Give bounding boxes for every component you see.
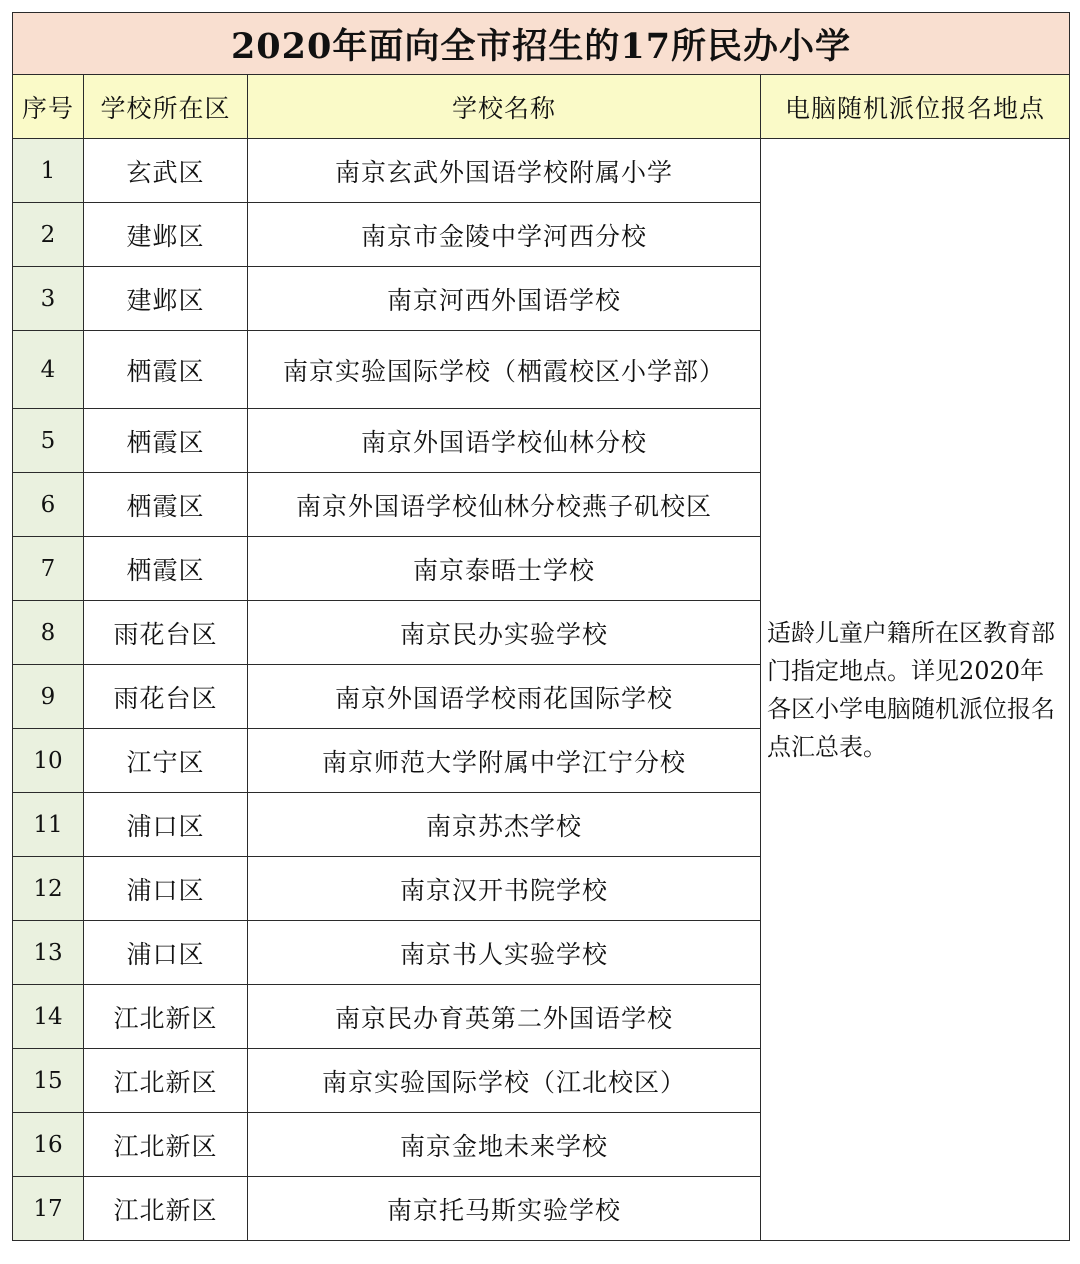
row-number: 8	[13, 601, 84, 665]
row-district: 江北新区	[84, 985, 248, 1049]
row-number: 10	[13, 729, 84, 793]
row-district: 建邺区	[84, 203, 248, 267]
row-district: 玄武区	[84, 139, 248, 203]
row-district: 浦口区	[84, 921, 248, 985]
row-number: 16	[13, 1113, 84, 1177]
row-district: 雨花台区	[84, 601, 248, 665]
row-school-name: 南京书人实验学校	[248, 921, 761, 985]
row-school-name: 南京实验国际学校（江北校区）	[248, 1049, 761, 1113]
row-district: 江北新区	[84, 1049, 248, 1113]
row-district: 浦口区	[84, 857, 248, 921]
row-district: 栖霞区	[84, 473, 248, 537]
row-district: 雨花台区	[84, 665, 248, 729]
row-district: 栖霞区	[84, 537, 248, 601]
row-school-name: 南京玄武外国语学校附属小学	[248, 139, 761, 203]
schools-table	[12, 12, 1070, 1241]
row-number: 1	[13, 139, 84, 203]
row-school-name: 南京民办实验学校	[248, 601, 761, 665]
row-district: 浦口区	[84, 793, 248, 857]
row-number: 11	[13, 793, 84, 857]
row-school-name: 南京师范大学附属中学江宁分校	[248, 729, 761, 793]
row-number: 15	[13, 1049, 84, 1113]
row-school-name: 南京外国语学校雨花国际学校	[248, 665, 761, 729]
header-school: 学校名称	[248, 75, 761, 139]
row-school-name: 南京外国语学校仙林分校	[248, 409, 761, 473]
row-number: 17	[13, 1177, 84, 1241]
row-district: 江宁区	[84, 729, 248, 793]
row-district: 建邺区	[84, 267, 248, 331]
row-school-name: 南京实验国际学校（栖霞校区小学部）	[248, 331, 761, 409]
table-title: 2020年面向全市招生的17所民办小学	[13, 13, 1070, 75]
row-number: 4	[13, 331, 84, 409]
row-school-name: 南京金地未来学校	[248, 1113, 761, 1177]
row-school-name: 南京民办育英第二外国语学校	[248, 985, 761, 1049]
header-no: 序号	[13, 75, 84, 139]
row-number: 6	[13, 473, 84, 537]
row-school-name: 南京河西外国语学校	[248, 267, 761, 331]
header-district: 学校所在区	[84, 75, 248, 139]
row-school-name: 南京外国语学校仙林分校燕子矶校区	[248, 473, 761, 537]
row-district: 栖霞区	[84, 331, 248, 409]
row-district: 栖霞区	[84, 409, 248, 473]
row-number: 2	[13, 203, 84, 267]
row-number: 13	[13, 921, 84, 985]
registration-location-note: 适龄儿童户籍所在区教育部门指定地点。详见2020年各区小学电脑随机派位报名点汇总表。	[761, 139, 1070, 1241]
row-district: 江北新区	[84, 1177, 248, 1241]
row-number: 3	[13, 267, 84, 331]
row-school-name: 南京苏杰学校	[248, 793, 761, 857]
row-school-name: 南京托马斯实验学校	[248, 1177, 761, 1241]
row-school-name: 南京汉开书院学校	[248, 857, 761, 921]
row-number: 7	[13, 537, 84, 601]
table-body	[13, 139, 1070, 1241]
row-number: 5	[13, 409, 84, 473]
table-row	[13, 139, 1070, 203]
row-number: 12	[13, 857, 84, 921]
row-school-name: 南京泰晤士学校	[248, 537, 761, 601]
row-number: 9	[13, 665, 84, 729]
header-location: 电脑随机派位报名地点	[761, 75, 1070, 139]
row-number: 14	[13, 985, 84, 1049]
row-district: 江北新区	[84, 1113, 248, 1177]
row-school-name: 南京市金陵中学河西分校	[248, 203, 761, 267]
